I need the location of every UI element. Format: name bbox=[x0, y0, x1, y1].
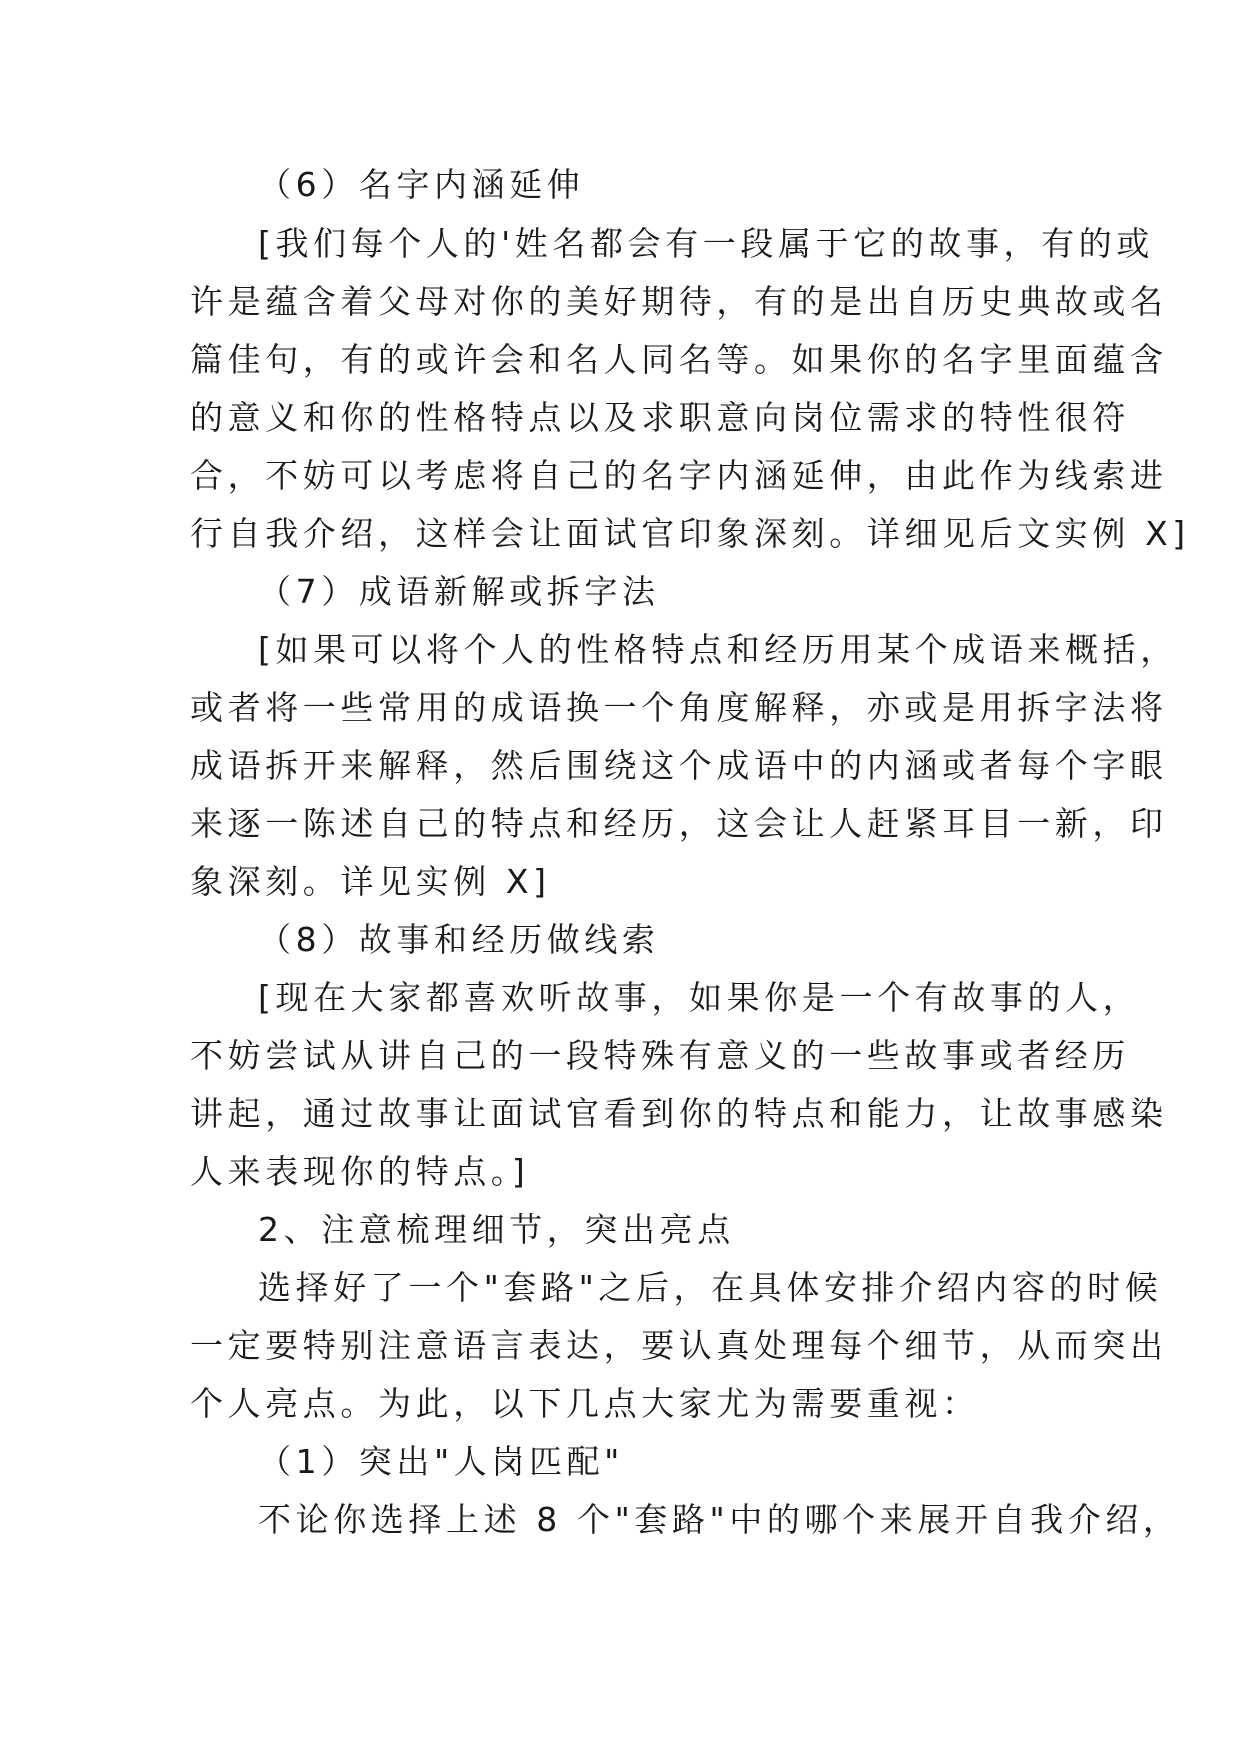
paragraph-line: 不论你选择上述 8 个"套路"中的哪个来展开自我介绍， bbox=[258, 1500, 1181, 1539]
heading-name-meaning: （6）名字内涵延伸 bbox=[258, 165, 585, 204]
paragraph-line: 选择好了一个"套路"之后，在具体安排介绍内容的时候 bbox=[258, 1268, 1163, 1307]
heading-idiom: （7）成语新解或拆字法 bbox=[258, 572, 660, 611]
paragraph-line: 合，不妨可以考虑将自己的名字内涵延伸，由此作为线索进 bbox=[190, 456, 1168, 495]
paragraph-line: 个人亮点。为此，以下几点大家尤为需要重视： bbox=[190, 1384, 980, 1423]
paragraph-line: 人来表现你的特点。] bbox=[190, 1152, 530, 1191]
paragraph-line: 来逐一陈述自己的特点和经历，这会让人赶紧耳目一新，印 bbox=[190, 804, 1168, 843]
paragraph-line: 篇佳句，有的或许会和名人同名等。如果你的名字里面蕴含 bbox=[190, 340, 1168, 379]
paragraph-line: [现在大家都喜欢听故事，如果你是一个有故事的人， bbox=[258, 978, 1141, 1017]
paragraph-line: [如果可以将个人的性格特点和经历用某个成语来概括， bbox=[258, 630, 1178, 669]
heading-story: （8）故事和经历做线索 bbox=[258, 920, 660, 959]
paragraph-line: 象深刻。详见实例 X] bbox=[190, 862, 551, 901]
heading-job-match: （1）突出"人岗匹配" bbox=[258, 1442, 624, 1481]
heading-details: 2、注意梳理细节，突出亮点 bbox=[258, 1210, 735, 1249]
paragraph-line: 成语拆开来解释，然后围绕这个成语中的内涵或者每个字眼 bbox=[190, 746, 1168, 785]
paragraph-line: 或者将一些常用的成语换一个角度解释，亦或是用拆字法将 bbox=[190, 688, 1168, 727]
paragraph-line: 许是蕴含着父母对你的美好期待，有的是出自历史典故或名 bbox=[190, 282, 1168, 321]
paragraph-line: 不妨尝试从讲自己的一段特殊有意义的一些故事或者经历 bbox=[190, 1036, 1130, 1075]
paragraph-line: [我们每个人的'姓名都会有一段属于它的故事，有的或 bbox=[258, 224, 1154, 263]
paragraph-line: 行自我介绍，这样会让面试官印象深刻。详细见后文实例 X] bbox=[190, 514, 1190, 553]
paragraph-line: 讲起，通过故事让面试官看到你的特点和能力，让故事感染 bbox=[190, 1094, 1168, 1133]
paragraph-line: 的意义和你的性格特点以及求职意向岗位需求的特性很符 bbox=[190, 398, 1130, 437]
paragraph-line: 一定要特别注意语言表达，要认真处理每个细节，从而突出 bbox=[190, 1326, 1168, 1365]
